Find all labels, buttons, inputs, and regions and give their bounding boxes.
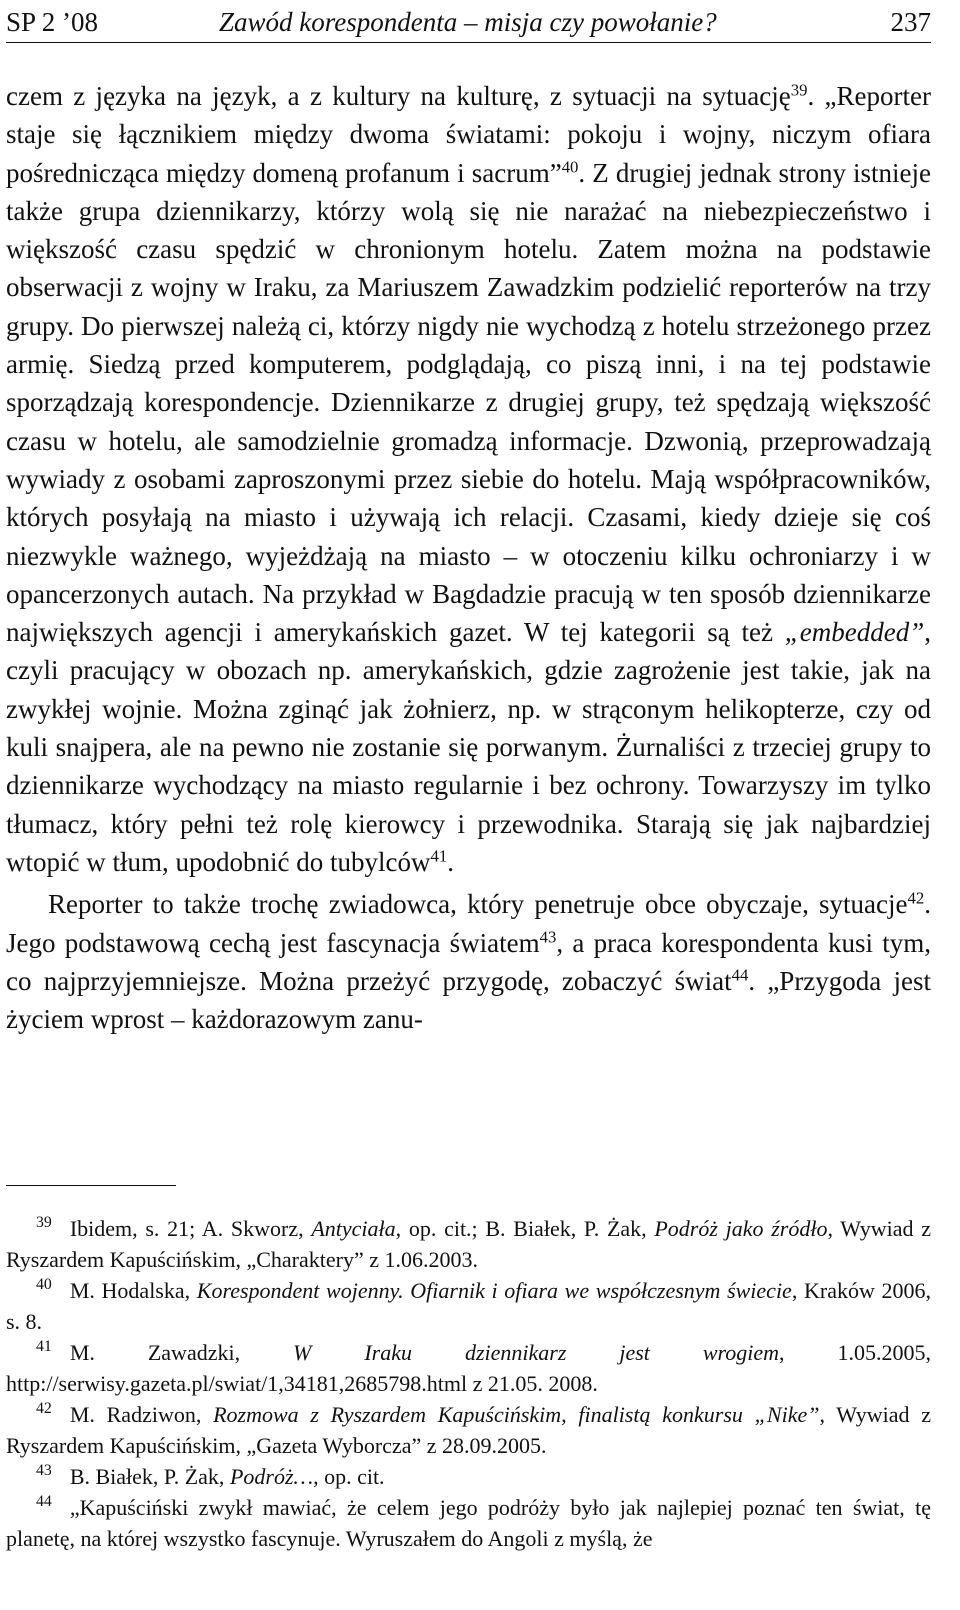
text-run: . „Reporter staje się łącznikiem między dwoma światami: pokoju i wojny, niczym ofiara pośrednicząca między domeną profanum i sacrum”: [6, 81, 931, 188]
footnote-text: , op. cit.: [313, 1464, 385, 1489]
footnote-title: Antyciała: [311, 1216, 396, 1241]
footnote-text: , op. cit.; B. Białek, P. Żak,: [395, 1216, 655, 1241]
text-run: .: [447, 846, 454, 877]
footnote-title: Podróż…: [229, 1464, 314, 1489]
journal-issue: SP 2 ’08: [6, 7, 99, 37]
footnote-text: , Wywiad z Ryszardem Kapuścińskim, „Gazeta Wyborcza” z 28.09.2005.: [6, 1402, 932, 1458]
footnote-number: 40: [36, 1275, 52, 1293]
running-header: [6, 4, 931, 40]
text-run: czem z języka na język, a z kultury na kulturę, z sytuacji na sytuację: [6, 81, 791, 111]
footnote-text: M. Radziwon,: [69, 1402, 214, 1427]
text-run: , a praca korespondenta kusi tym, co najprzyjemniejsze. Można przeżyć przygodę, zobaczyć świat: [6, 927, 932, 996]
footnotes: [6, 1213, 931, 1554]
footnote-39: [6, 1213, 931, 1275]
footnote-link-text[interactable]: , 1.05.2005, http://serwisy.gazeta.pl/swiat/1,34181,2685798.html z 21.05. 2008.: [6, 1340, 932, 1396]
footnote-40: [6, 1275, 931, 1337]
footnote-rule: [6, 1185, 176, 1186]
footnote-text: , Wywiad z Ryszardem Kapuścińskim, „Charaktery” z 1.06.2003.: [6, 1216, 931, 1272]
text-run: , czyli pracujący w obozach np. amerykańskich, gdzie zagrożenie jest takie, jak na zwykłej wojnie. Można zginąć jak żołnierz, np. w strąconym helikopterze, czy od kuli snajpera, ale na pewno nie zostanie się porwanym. Żurnaliści z trzeciej grupy to dziennikarze wychodzący na miasto regularnie i bez ochrony. Towarzyszy im tylko tłumacz, który pełni też rolę kierowcy i przewodnika. Starają się jak najbardziej wtopić w tłum, upodobnić do tubylców: [6, 617, 931, 877]
footnote-44: [6, 1492, 931, 1554]
footnote-title: Podróż jako źródło: [654, 1216, 828, 1241]
paragraph-2: [6, 885, 931, 1038]
italic-term: „embedded”: [784, 617, 925, 648]
footnote-41: [6, 1337, 931, 1399]
footnote-title: W Iraku dziennikarz jest wrogiem: [293, 1340, 780, 1365]
footnote-title: Rozmowa z Ryszardem Kapuścińskim, finalistą konkursu „Nike”: [213, 1402, 820, 1427]
page-number: 237: [890, 7, 931, 37]
footnote-title: Korespondent wojenny. Ofiarnik i ofiara we współczesnym świecie: [196, 1278, 792, 1303]
footnote-ref-39[interactable]: 39: [790, 80, 808, 100]
text-run: . Z drugiej jednak strony istnieje także grupa dziennikarzy, którzy wolą się nie narażać na niebezpieczeństwo i większość czasu spędzić w chronionym hotelu. Zatem można na podstawie obserwacji z wojny w Iraku, za Mariuszem Zawadzkim podzielić reporterów na trzy grupy. Do pierwszej należą ci, którzy nigdy nie wychodzą z hotelu strzeżonego przez armię. Siedzą przed komputerem, podglądają, co piszą inni, i na tej podstawie sporządzają korespondencje. Dziennikarze z drugiej grupy, też spędzają większość czasu w hotelu, ale samodzielnie gromadzą informacje. Dzwonią, przeprowadzają wywiady z osobami zaproszonymi przez siebie do hotelu. Mają współpracowników, których posyłają na miasto i używają ich relacji. Czasami, kiedy dzieje się coś niezwykle ważnego, wyjeżdżają na miasto – w otoczeniu kilku ochroniarzy i w opancerzonych autach. Na przykład w Bagdadzie pracują w ten sposób dziennikarze największych agencji i amerykańskich gazet. W tej kategorii są też: [6, 157, 932, 648]
footnote-text: M. Hodalska,: [69, 1278, 197, 1303]
footnote-42: [6, 1399, 931, 1461]
header-rule: [6, 42, 931, 43]
footnote-43: [6, 1461, 931, 1492]
text-run: Reporter to także trochę zwiadowca, który penetruje obce obyczaje, sytuacje: [48, 889, 908, 920]
footnote-number: 41: [36, 1337, 52, 1355]
text-run: . „Przygoda jest życiem wprost – każdorazowym zanu-: [6, 965, 932, 1035]
footnote-ref-43[interactable]: 43: [539, 926, 557, 946]
footnote-text: M. Zawadzki,: [69, 1340, 294, 1365]
running-title: Zawód korespondenta – misja czy powołanie?: [219, 7, 717, 37]
text-run: . Jego podstawową cechą jest fascynacja światem: [6, 889, 931, 958]
footnote-number: 39: [36, 1213, 52, 1231]
footnote-text: „Kapuściński zwykł mawiać, że celem jego podróży było jak najlepiej poznać ten świat, tę planetę, na której wszystko fascynuje. Wyruszałem do Angoli z myślą, że: [6, 1495, 931, 1551]
footnote-text: B. Białek, P. Żak,: [69, 1464, 230, 1489]
main-text: [6, 77, 931, 1038]
footnote-text: Ibidem, s. 21; A. Skworz,: [69, 1216, 312, 1241]
paragraph-1: [6, 77, 931, 881]
footnote-ref-44[interactable]: 44: [731, 965, 749, 985]
footnote-text: , Kraków 2006, s. 8.: [6, 1278, 931, 1334]
footnote-number: 44: [36, 1492, 52, 1510]
footnote-number: 42: [36, 1399, 52, 1417]
footnote-ref-42[interactable]: 42: [907, 888, 925, 908]
footnote-ref-40[interactable]: 40: [561, 156, 579, 176]
footnote-ref-41[interactable]: 41: [430, 846, 448, 866]
footnote-number: 43: [36, 1461, 52, 1479]
